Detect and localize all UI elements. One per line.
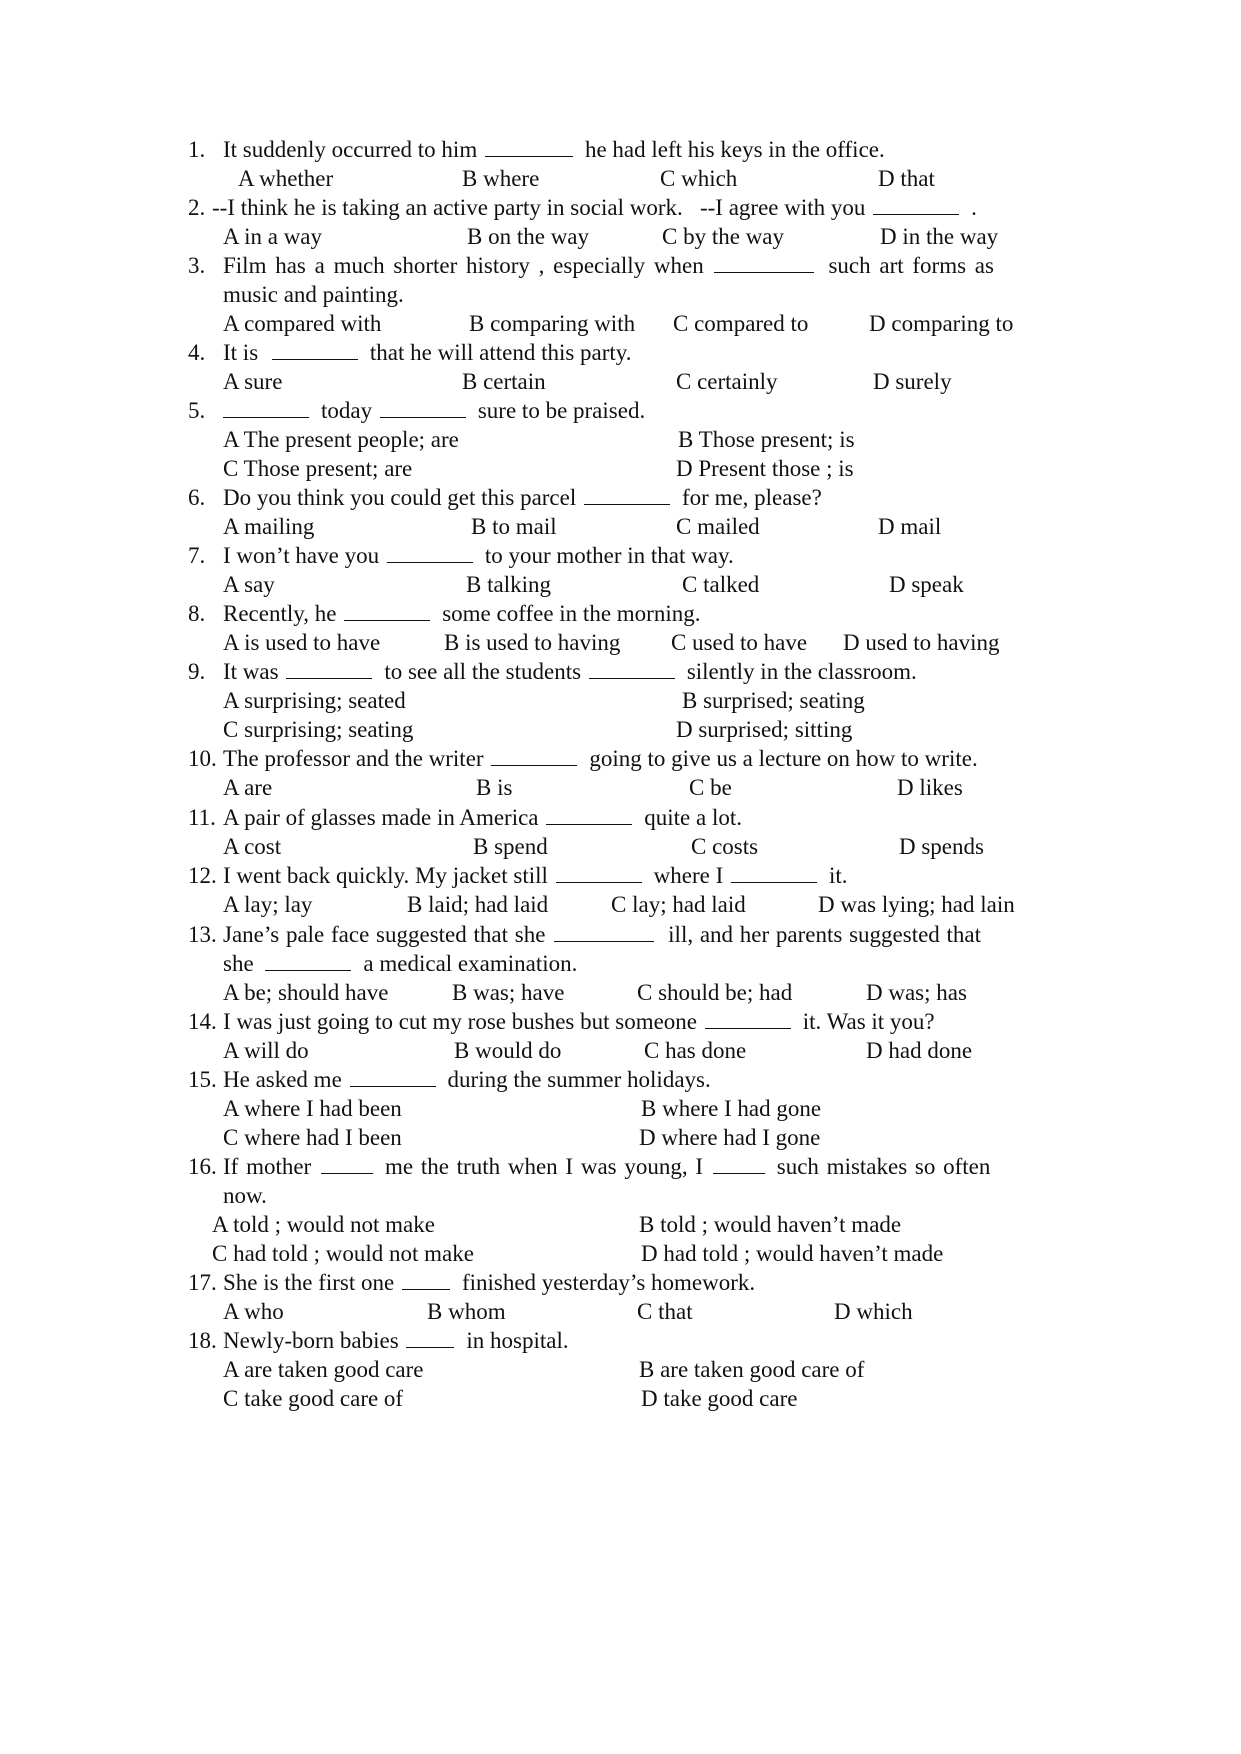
option-a: A sure	[223, 369, 283, 394]
question-stem	[212, 193, 977, 223]
answer-blank	[344, 600, 430, 621]
answer-blank	[556, 862, 642, 883]
option-a: A surprising; seated	[223, 688, 406, 713]
option-c: C compared to	[673, 311, 809, 336]
answer-blank	[705, 1008, 791, 1029]
answer-blank	[491, 745, 577, 766]
stem-text: --I think he is taking an active party in social work. --I agree with you	[212, 195, 872, 220]
option-b: B comparing with	[469, 311, 636, 336]
question-number: 6.	[188, 485, 206, 510]
stem-text: It suddenly occurred to him	[223, 137, 483, 162]
option-a: A are taken good care	[223, 1357, 424, 1382]
option-c: C surprising; seating	[223, 717, 414, 742]
stem-text: Jane’s pale face suggested that she	[223, 922, 553, 947]
question-stem	[223, 396, 645, 426]
option-d: D take good care	[641, 1386, 798, 1411]
question-stem	[223, 657, 917, 687]
question-stem	[223, 920, 981, 950]
option-b: B are taken good care of	[639, 1357, 865, 1382]
answer-blank	[485, 136, 573, 157]
stem-text: such art forms as	[828, 253, 994, 278]
answer-blank	[731, 862, 817, 883]
option-c: C which	[660, 166, 738, 191]
stem-text: where I	[653, 863, 730, 888]
question-stem	[223, 1268, 755, 1298]
stem-text: I was just going to cut my rose bushes but someone	[223, 1009, 703, 1034]
option-a: A are	[223, 775, 273, 800]
option-c: C has done	[644, 1038, 747, 1063]
option-b: B surprised; seating	[682, 688, 865, 713]
option-d: D in the way	[880, 224, 999, 249]
option-c: C talked	[682, 572, 760, 597]
stem-text: some coffee in the morning.	[442, 601, 701, 626]
stem-text: it.	[829, 863, 848, 888]
option-c: C be	[689, 775, 732, 800]
option-b: B to mail	[471, 514, 557, 539]
question-number: 4.	[188, 340, 206, 365]
stem-text: during the summer holidays.	[447, 1067, 711, 1092]
question-stem	[223, 251, 994, 281]
stem-text: sure to be praised.	[477, 398, 646, 423]
option-d: D mail	[878, 514, 942, 539]
stem-text: I won’t have you	[223, 543, 385, 568]
option-b: B is	[476, 775, 513, 800]
option-d: D had done	[866, 1038, 973, 1063]
option-d: D which	[834, 1299, 913, 1324]
option-c: C certainly	[676, 369, 778, 394]
option-b: B is used to having	[444, 630, 621, 655]
stem-text: .	[971, 195, 977, 220]
question-stem	[223, 338, 632, 368]
option-d: D surely	[873, 369, 952, 394]
option-b: B certain	[462, 369, 546, 394]
stem-text: If mother	[223, 1154, 319, 1179]
question-number: 3.	[188, 253, 206, 278]
option-b: B told ; would haven’t made	[639, 1212, 902, 1237]
question-stem	[223, 541, 734, 571]
option-a: A lay; lay	[223, 892, 313, 917]
answer-blank	[286, 658, 372, 679]
answer-blank	[584, 484, 670, 505]
question-stem	[223, 861, 848, 891]
option-b: B whom	[427, 1299, 506, 1324]
question-number: 13.	[188, 922, 217, 947]
stem-text: quite a lot.	[644, 805, 743, 830]
option-a: A be; should have	[223, 980, 389, 1005]
answer-blank	[873, 194, 959, 215]
answer-blank	[402, 1269, 450, 1290]
stem-text: in hospital.	[466, 1328, 569, 1353]
option-a: A cost	[223, 834, 282, 859]
stem-text: today	[321, 398, 378, 423]
option-c: C Those present; are	[223, 456, 413, 481]
option-d: D was; has	[866, 980, 967, 1005]
option-b: B on the way	[467, 224, 590, 249]
stem-text: The professor and the writer	[223, 746, 490, 771]
option-d: D where had I gone	[639, 1125, 821, 1150]
answer-blank	[406, 1327, 454, 1348]
stem-text: Film has a much shorter history , especially when	[223, 253, 713, 278]
option-a: A where I had been	[223, 1096, 402, 1121]
stem-text: Recently, he	[223, 601, 343, 626]
stem-text: A pair of glasses made in America	[223, 805, 545, 830]
stem-text: Do you think you could get this parcel	[223, 485, 582, 510]
option-b: B Those present; is	[678, 427, 855, 452]
option-d: D comparing to	[869, 311, 1014, 336]
stem-text: it. Was it you?	[802, 1009, 935, 1034]
answer-blank	[589, 658, 675, 679]
option-b: B talking	[466, 572, 551, 597]
stem-text: going to give us a lecture on how to write.	[589, 746, 978, 771]
question-stem-continued	[223, 949, 577, 979]
option-d: D that	[878, 166, 935, 191]
option-d: D Present those ; is	[676, 456, 854, 481]
question-stem	[223, 1007, 935, 1037]
option-a: A say	[223, 572, 275, 597]
stem-text: She is the first one	[223, 1270, 400, 1295]
question-stem	[223, 135, 885, 165]
question-stem	[223, 803, 742, 833]
answer-blank	[265, 950, 351, 971]
question-stem	[223, 744, 978, 774]
stem-text: Newly-born babies	[223, 1328, 405, 1353]
option-a: A told ; would not make	[212, 1212, 435, 1237]
answer-blank	[223, 397, 309, 418]
answer-blank	[554, 921, 654, 942]
answer-blank	[387, 542, 473, 563]
question-number: 7.	[188, 543, 206, 568]
option-b: B would do	[454, 1038, 562, 1063]
option-a: A mailing	[223, 514, 315, 539]
stem-text: such mistakes so often	[776, 1154, 991, 1179]
stem-text: a medical examination.	[363, 951, 578, 976]
option-d: D surprised; sitting	[676, 717, 853, 742]
option-d: D was lying; had lain	[818, 892, 1015, 917]
option-c: C costs	[691, 834, 759, 859]
option-a: A whether	[238, 166, 334, 191]
stem-text: me the truth when I was young, I	[384, 1154, 711, 1179]
option-c: C by the way	[662, 224, 785, 249]
option-c: C had told ; would not make	[212, 1241, 474, 1266]
question-number: 12.	[188, 863, 217, 888]
question-stem	[223, 1152, 990, 1182]
question-number: 9.	[188, 659, 206, 684]
option-d: D used to having	[843, 630, 1000, 655]
question-number: 14.	[188, 1009, 217, 1034]
option-a: A who	[223, 1299, 284, 1324]
question-number: 5.	[188, 398, 206, 423]
option-c: C that	[637, 1299, 693, 1324]
option-c: C mailed	[676, 514, 760, 539]
option-d: D spends	[899, 834, 984, 859]
stem-text: ill, and her parents suggested that	[668, 922, 982, 947]
option-a: A is used to have	[223, 630, 381, 655]
stem-text: He asked me	[223, 1067, 348, 1092]
question-number: 1.	[188, 137, 206, 162]
option-a: A compared with	[223, 311, 382, 336]
answer-blank	[350, 1066, 436, 1087]
stem-text: to see all the students	[384, 659, 587, 684]
stem-text: silently in the classroom.	[686, 659, 917, 684]
answer-blank	[380, 397, 466, 418]
question-stem	[223, 599, 700, 629]
question-stem	[223, 1065, 711, 1095]
question-number: 2.	[188, 195, 206, 220]
question-stem	[223, 483, 822, 513]
option-c: C take good care of	[223, 1386, 404, 1411]
stem-text: for me, please?	[682, 485, 822, 510]
question-stem	[223, 1326, 569, 1356]
stem-text: she	[223, 951, 260, 976]
question-number: 16.	[188, 1154, 217, 1179]
option-b: B spend	[473, 834, 548, 859]
option-c: C should be; had	[637, 980, 793, 1005]
question-stem-continued: now.	[223, 1183, 267, 1208]
stem-text: finished yesterday’s homework.	[461, 1270, 756, 1295]
option-b: B was; have	[452, 980, 565, 1005]
answer-blank	[714, 252, 814, 273]
option-c: C used to have	[671, 630, 808, 655]
question-number: 10.	[188, 746, 217, 771]
stem-text: to your mother in that way.	[484, 543, 734, 568]
option-b: B where	[462, 166, 540, 191]
option-d: D had told ; would haven’t made	[641, 1241, 944, 1266]
question-number: 11.	[188, 805, 216, 830]
answer-blank	[321, 1153, 373, 1174]
option-b: B where I had gone	[641, 1096, 822, 1121]
question-number: 18.	[188, 1328, 217, 1353]
stem-text: I went back quickly. My jacket still	[223, 863, 554, 888]
option-a: A in a way	[223, 224, 323, 249]
question-number: 8.	[188, 601, 206, 626]
question-number: 17.	[188, 1270, 217, 1295]
option-a: A The present people; are	[223, 427, 459, 452]
answer-blank	[546, 804, 632, 825]
option-c: C lay; had laid	[611, 892, 746, 917]
answer-blank	[713, 1153, 765, 1174]
option-d: D speak	[889, 572, 964, 597]
question-stem-continued: music and painting.	[223, 282, 404, 307]
option-b: B laid; had laid	[407, 892, 549, 917]
stem-text: he had left his keys in the office.	[584, 137, 885, 162]
stem-text: It was	[223, 659, 285, 684]
question-number: 15.	[188, 1067, 217, 1092]
option-d: D likes	[897, 775, 963, 800]
option-a: A will do	[223, 1038, 309, 1063]
stem-text: that he will attend this party.	[369, 340, 632, 365]
answer-blank	[272, 339, 358, 360]
stem-text: It is	[223, 340, 264, 365]
option-c: C where had I been	[223, 1125, 402, 1150]
